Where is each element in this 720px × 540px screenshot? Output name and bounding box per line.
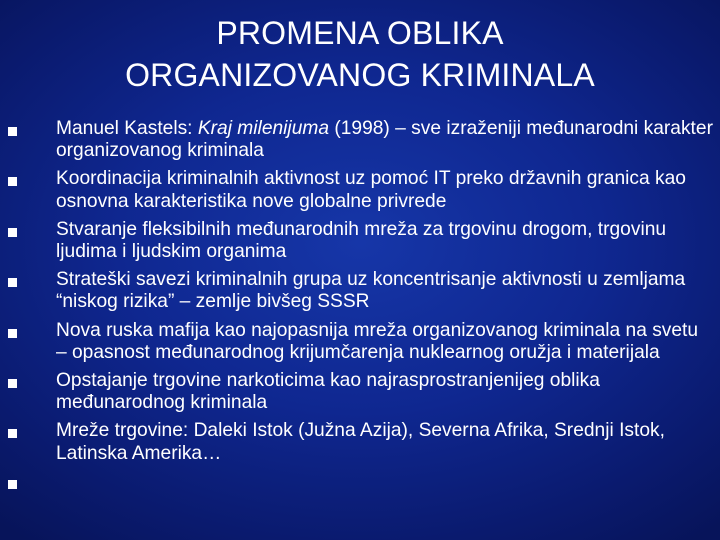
- bullet-text: Nova ruska mafija kao najopasnija mreža organizovanog kriminala na svetu – opasnost međunarodnog krijumčarenja nuklearnog oružja i materijala: [56, 319, 699, 363]
- bullet-item-stvaranje-mreza: [0, 219, 720, 263]
- square-bullet-icon: [8, 429, 17, 438]
- bullet-text: Koordinacija kriminalnih aktivnost uz pomoć IT preko državnih granica kao osnovna karakteristika nove globalne privrede: [56, 168, 686, 212]
- bullet-item-ruska-mafija: [0, 320, 720, 364]
- bullet-text: Mreže trgovine: Daleki Istok (Južna Azija), Severna Afrika, Srednji Istok, Latinska Amerika…: [56, 420, 665, 464]
- bullet-text-author: Manuel Kastels:: [56, 118, 198, 139]
- slide-title: [60, 12, 660, 96]
- bullet-list: [0, 118, 720, 471]
- square-bullet-icon: [8, 127, 17, 136]
- bullet-text: [56, 118, 713, 161]
- slide-title-line-2: ORGANIZOVANOG KRIMINALA: [125, 57, 595, 93]
- bullet-item-narkotici: [0, 370, 720, 414]
- bullet-text-rest: (1998) – sve izraženiji međunarodni karakter organizovanog kriminala: [56, 118, 713, 162]
- slide-title-line-1: PROMENA OBLIKA: [216, 15, 504, 51]
- bullet-item-koordinacija: [0, 168, 720, 212]
- bullet-item-strateski-savezi: [0, 269, 720, 313]
- bullet-text: Strateški savezi kriminalnih grupa uz koncentrisanje aktivnosti u zemljama “niskog rizika” – zemlje bivšeg SSSR: [56, 269, 686, 313]
- square-bullet-icon: [8, 278, 17, 287]
- bullet-item-kastels: [0, 118, 720, 162]
- bullet-text: Opstajanje trgovine narkoticima kao najrasprostranjenijeg oblika međunarodnog kriminala: [56, 370, 600, 414]
- square-bullet-icon: [8, 177, 17, 186]
- bullet-item-mreze-trgovine: [0, 420, 720, 464]
- bullet-text: Stvaranje fleksibilnih međunarodnih mreža za trgovinu drogom, trgovinu ljudima i ljudskim organima: [56, 218, 667, 263]
- square-bullet-icon: [8, 228, 17, 237]
- square-bullet-icon: [8, 480, 17, 489]
- square-bullet-icon: [8, 379, 17, 388]
- book-title: Kraj milenijuma: [197, 118, 330, 139]
- square-bullet-icon: [8, 329, 17, 338]
